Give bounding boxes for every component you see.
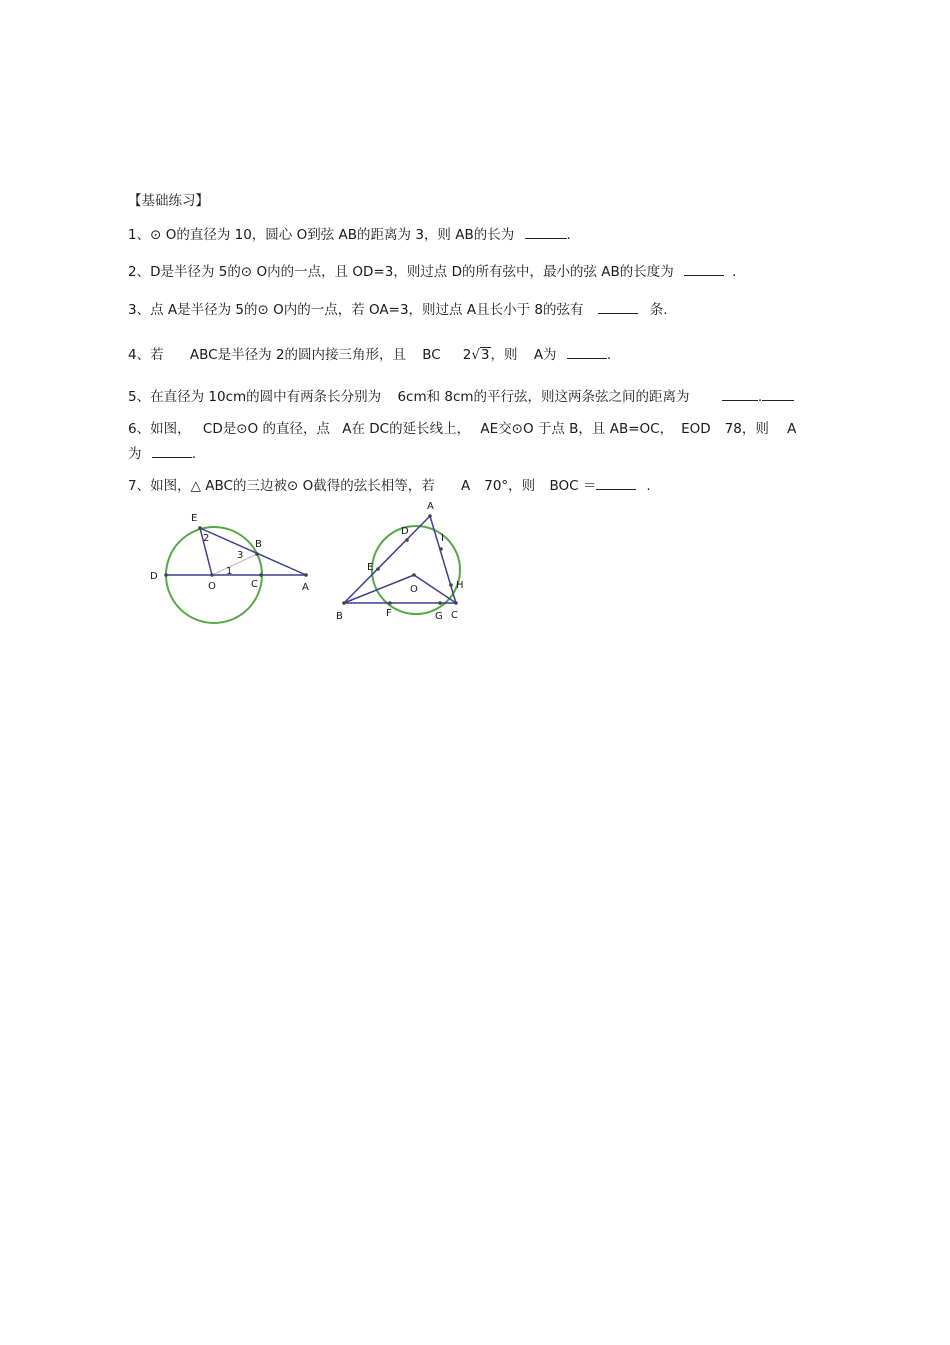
q2-text-f: . — [732, 264, 737, 280]
fig1-label-o: O — [208, 581, 216, 592]
q6-text-e: EOD — [681, 421, 711, 437]
question-1 — [128, 224, 571, 244]
q1-text-f: AB的长为 — [455, 227, 519, 243]
q6-text-f: 78，则 — [724, 421, 774, 437]
q7-text-a: 7、如图，△ ABC的三边被⊙ — [128, 478, 303, 494]
q5-text-a: 5、在直径为 — [128, 389, 209, 405]
q3-text-a: 3、点 A是半径为 — [128, 302, 236, 318]
q5-answer-blank-tail — [762, 386, 794, 401]
q6-answer-blank[interactable] — [152, 443, 192, 458]
q2-text-b: 5的⊙ O内的一点，且 — [218, 264, 353, 280]
q4-answer-blank[interactable] — [567, 344, 607, 359]
section-title: 【基础练习】 — [128, 193, 209, 209]
fig2-label-i: I — [441, 533, 444, 544]
fig2-label-g: G — [435, 611, 443, 622]
question-7 — [128, 475, 651, 495]
q2-text-d: D的所有弦中，最小的弦 — [451, 264, 602, 280]
question-2 — [128, 261, 736, 281]
q3-text-c: OA=3，则过点 — [369, 302, 467, 318]
q4-radicand: 3 — [480, 347, 490, 363]
fig2-label-a: A — [427, 501, 434, 512]
q6-text-a: 6、如图， — [128, 421, 195, 437]
q2-text-c: OD=3，则过点 — [352, 264, 452, 280]
fig1-label-b: B — [255, 539, 262, 550]
q5-answer-blank[interactable] — [722, 386, 758, 401]
fig2-label-b: B — [336, 611, 343, 622]
q3-text-f: 条. — [649, 302, 668, 318]
q7-text-f: . — [646, 478, 651, 494]
fig2-label-d: D — [401, 526, 409, 537]
question-3 — [128, 299, 668, 319]
fig2-label-e: E — [367, 562, 374, 573]
fig2-label-c: C — [451, 610, 458, 621]
fig2-line-oc — [414, 575, 456, 603]
figure-2 — [330, 495, 480, 630]
q1-text-b: 10，圆心 — [234, 227, 297, 243]
fig1-line-ob — [212, 554, 257, 575]
fig2-label-o: O — [410, 584, 418, 595]
fig1-label-c: C — [251, 579, 258, 590]
fig2-line-bo — [344, 575, 414, 603]
q7-answer-blank[interactable] — [596, 475, 636, 490]
fig1-line-ea — [200, 528, 306, 575]
q6-text-i: . — [191, 446, 197, 462]
q1-text-c: O到弦 — [296, 227, 339, 243]
q3-text-b: 5的⊙ O内的一点，若 — [235, 302, 370, 318]
q4-text-a: 4、若 — [128, 347, 168, 363]
q4-text-b: ABC是半径为 — [189, 347, 276, 363]
q2-answer-blank[interactable] — [684, 261, 724, 276]
q7-text-c: A — [460, 478, 471, 494]
q3-text-e: 8的弦有 — [534, 302, 588, 318]
q5-text-c: 6cm和 8cm的平行弦，则这两条弦之间的距离为 — [397, 389, 694, 405]
q6-text-d: AE交⊙O 于点 B，且 AB=OC， — [480, 421, 674, 437]
sqrt-icon: √ — [471, 347, 480, 363]
question-6-cont — [128, 443, 196, 463]
q4-text-c: 2的圆内接三角形，且 — [275, 347, 411, 363]
q7-text-b: O截得的弦长相等，若 — [302, 478, 439, 494]
question-6 — [128, 420, 796, 438]
fig1-label-a: A — [302, 582, 309, 593]
q1-text-g: . — [566, 227, 571, 243]
q4-text-bc: BC — [422, 347, 441, 363]
figure-1 — [140, 505, 330, 630]
q1-answer-blank[interactable] — [525, 224, 567, 239]
question-4 — [128, 344, 611, 364]
q1-text-e: 3，则 — [415, 227, 456, 243]
q7-text-d: 70°，则 — [484, 478, 540, 494]
fig1-label-angle2: 2 — [203, 533, 210, 544]
fig1-label-d: D — [150, 571, 158, 582]
q4-text-h: A为 — [533, 347, 561, 363]
fig1-label-angle1: 1 — [226, 566, 233, 577]
fig1-label-e: E — [191, 513, 198, 524]
q1-text-a: 1、⊙ O的直径为 — [128, 227, 235, 243]
q4-coef: 2 — [462, 347, 472, 363]
q2-text-e: AB的长度为 — [601, 264, 679, 280]
question-5 — [128, 386, 794, 406]
q6-text-b: CD是⊙O 的直径，点 — [202, 421, 335, 437]
q3-answer-blank[interactable] — [598, 299, 638, 314]
q4-text-g: ，则 — [490, 347, 522, 363]
q2-text-a: 2、D是半径为 — [128, 264, 219, 280]
q5-text-b: 10cm的圆中有两条长分别为 — [208, 389, 386, 405]
q3-text-d: A且长小于 — [466, 302, 535, 318]
fig2-label-f: F — [386, 608, 392, 619]
q7-text-e: BOC ＝ — [549, 478, 597, 494]
fig1-label-angle3: 3 — [237, 550, 244, 561]
q4-text-i: . — [606, 347, 612, 363]
q6-text-h: 为 — [128, 446, 146, 462]
q6-text-c: A在 DC的延长线上， — [342, 421, 475, 437]
q6-text-g: A — [787, 421, 797, 437]
q1-text-d: AB的距离为 — [338, 227, 416, 243]
fig2-label-h: H — [456, 580, 464, 591]
q5-text-d: . — [757, 389, 763, 405]
